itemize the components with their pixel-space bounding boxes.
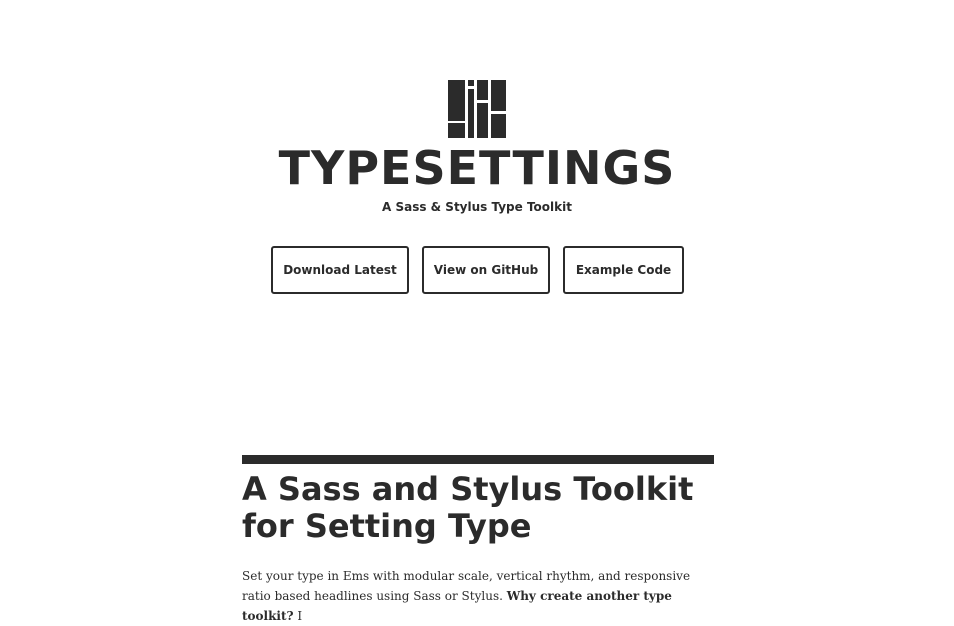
- download-latest-button[interactable]: Download Latest: [271, 246, 409, 294]
- typesettings-logo-icon: [448, 80, 506, 138]
- site-tagline: A Sass & Stylus Type Toolkit: [381, 200, 572, 214]
- why-another-toolkit-emphasis: Why create another type toolkit?: [242, 589, 672, 623]
- intro-paragraph: [242, 566, 714, 626]
- intro-paragraph-continuation: I: [293, 609, 303, 623]
- site-title: TYPESETTINGS: [278, 141, 676, 195]
- section-divider: [242, 455, 714, 464]
- intro-heading: [242, 471, 714, 545]
- intro-paragraph-text: Set your type in Ems with modular scale, vertical rhythm, and responsive ratio based headlines using Sass or Stylus.: [242, 569, 691, 603]
- intro-heading-line-2: for Setting Type: [242, 507, 532, 545]
- example-code-button[interactable]: Example Code: [563, 246, 684, 294]
- view-on-github-button[interactable]: View on GitHub: [422, 246, 550, 294]
- intro-heading-line-1: A Sass and Stylus Toolkit: [242, 470, 694, 508]
